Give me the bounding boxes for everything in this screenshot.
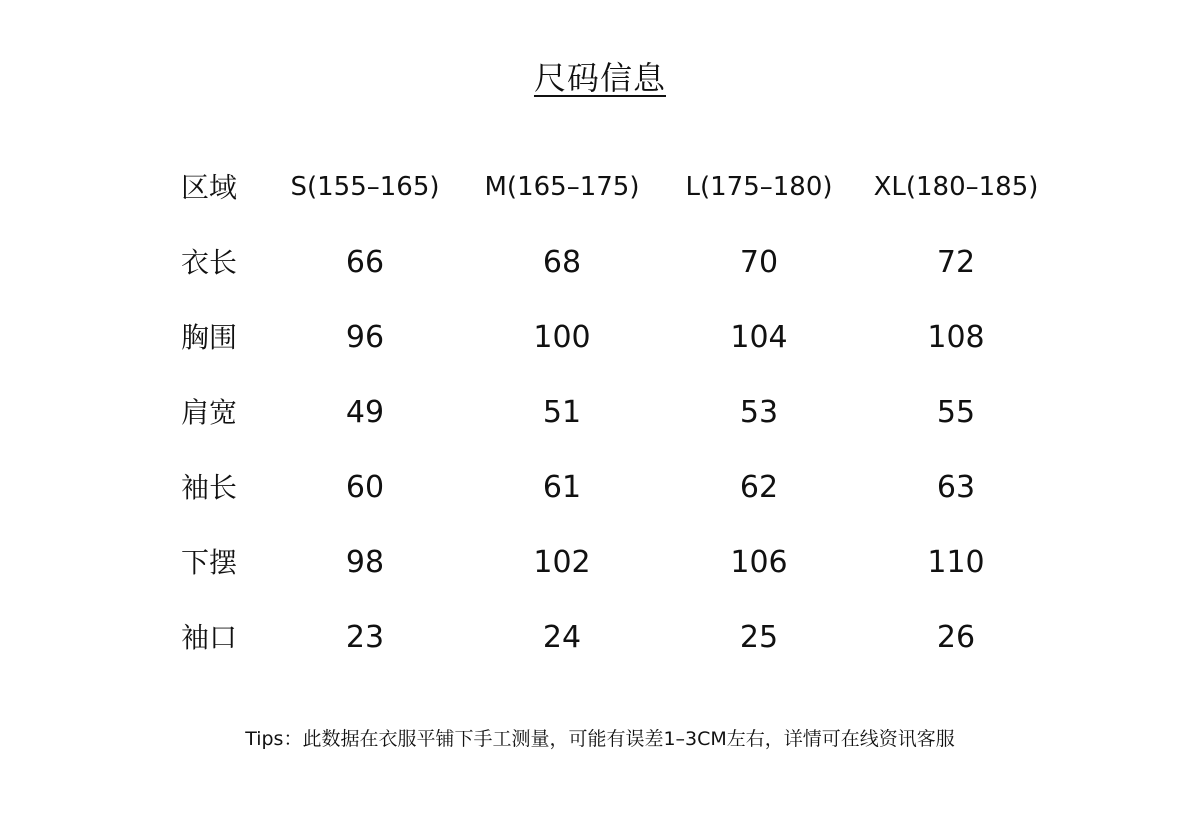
table-row <box>0 450 1200 525</box>
row-label: 胸围 <box>181 321 238 354</box>
row-label: 衣长 <box>181 246 238 279</box>
table-cell: 55 <box>936 395 976 430</box>
table-row <box>0 300 1200 375</box>
table-cell: 70 <box>739 245 779 280</box>
table-cell: 51 <box>542 395 582 430</box>
table-cell: 23 <box>345 620 385 655</box>
table-cell: 62 <box>739 470 779 505</box>
table-cell: 68 <box>542 245 582 280</box>
table-cell: 61 <box>542 470 582 505</box>
table-cell: 53 <box>739 395 779 430</box>
page-title <box>0 58 1200 98</box>
header-size-l: L(175–180) <box>685 172 833 202</box>
header-size-m: M(165–175) <box>484 172 640 202</box>
row-label: 下摆 <box>181 546 238 579</box>
table-cell: 108 <box>927 320 985 355</box>
table-cell: 96 <box>345 320 385 355</box>
table-cell: 60 <box>345 470 385 505</box>
table-row <box>0 375 1200 450</box>
table-header-row <box>0 150 1200 225</box>
tips-note: Tips：此数据在衣服平铺下手工测量，可能有误差1–3CM左右，详情可在线资讯客服 <box>245 728 955 750</box>
table-cell: 26 <box>936 620 976 655</box>
header-region: 区域 <box>181 171 238 204</box>
table-cell: 104 <box>730 320 788 355</box>
table-row <box>0 600 1200 675</box>
row-label: 肩宽 <box>181 396 238 429</box>
table-cell: 25 <box>739 620 779 655</box>
header-size-xl: XL(180–185) <box>873 172 1039 202</box>
table-cell: 66 <box>345 245 385 280</box>
table-cell: 63 <box>936 470 976 505</box>
table-cell: 49 <box>345 395 385 430</box>
table-cell: 100 <box>533 320 591 355</box>
row-label: 袖长 <box>181 471 238 504</box>
table-cell: 98 <box>345 545 385 580</box>
header-size-s: S(155–165) <box>290 172 440 202</box>
table-cell: 106 <box>730 545 788 580</box>
table-cell: 72 <box>936 245 976 280</box>
table-cell: 102 <box>533 545 591 580</box>
table-row <box>0 525 1200 600</box>
page-title-text: 尺码信息 <box>533 59 666 97</box>
row-label: 袖口 <box>181 621 238 654</box>
table-row <box>0 225 1200 300</box>
table-cell: 24 <box>542 620 582 655</box>
table-cell: 110 <box>927 545 985 580</box>
